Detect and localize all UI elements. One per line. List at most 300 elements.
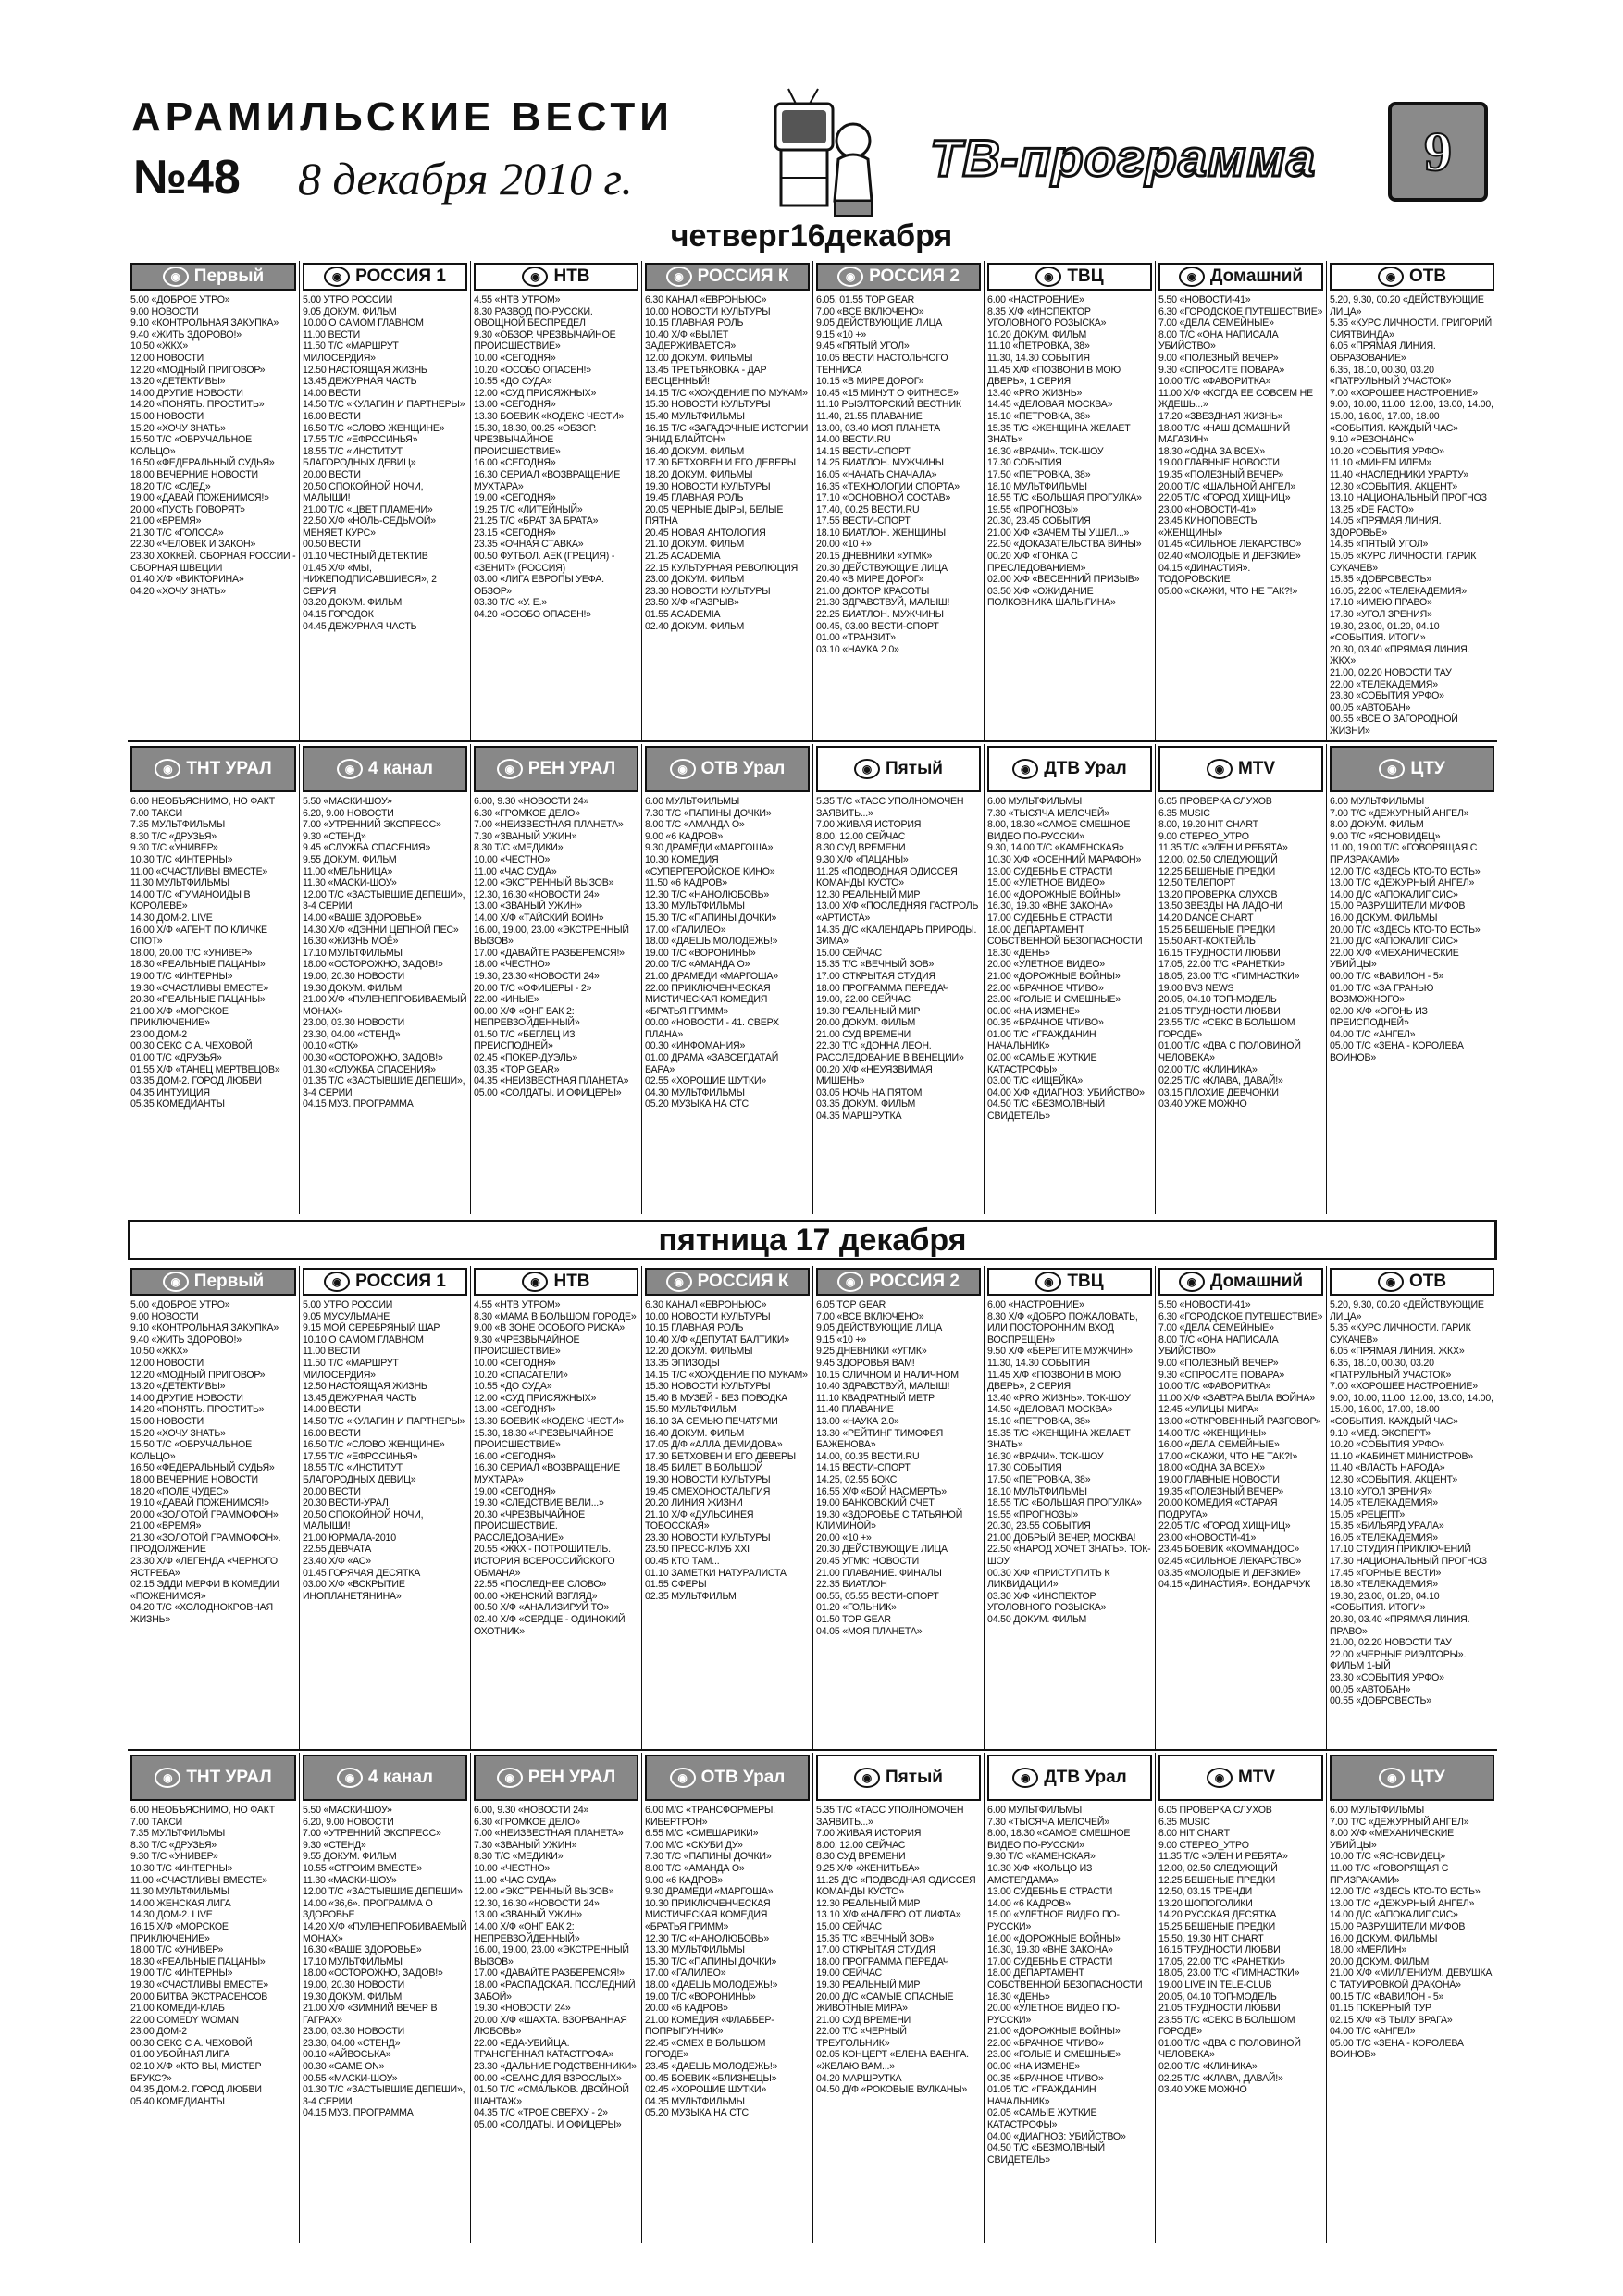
- program-entry: 13.20 ПРОВЕРКА СЛУХОВ: [1158, 888, 1278, 900]
- program-entry: 7.30 «ЗВАНЫЙ УЖИН»: [474, 1839, 577, 1851]
- program-entry: 00.50 ФУТБОЛ. АЕК (ГРЕЦИЯ) - «ЗЕНИТ» (РОССИЯ): [474, 551, 617, 574]
- program-entry: 11.40, 21.55 ПЛАВАНИЕ: [816, 410, 923, 422]
- page-number: 9: [1424, 120, 1452, 182]
- program-entry: 16.15 ТРУДНОСТИ ЛЮБВИ: [1158, 947, 1281, 959]
- section-title: ТВ-программа: [930, 129, 1317, 187]
- program-entry: 19.35 «ПОЛЕЗНЫЙ ВЕЧЕР»: [1158, 468, 1284, 480]
- program-entry: 14.00 ДРУГИЕ НОВОСТИ: [130, 1392, 243, 1404]
- program-entry: 05.35 КОМЕДИАНТЫ: [130, 1098, 225, 1111]
- channel-column-россия-к: [641, 1266, 812, 1749]
- program-entry: 17.00 «ГАЛИЛЕО»: [645, 1967, 726, 1980]
- program-entry: 23.30 Х/Ф «ЛЕГЕНДА «ЧЕРНОГО ЯСТРЕБА»: [130, 1556, 280, 1579]
- program-entry: 12.50, 03.15 ТРЕНДИ: [1158, 1886, 1253, 1898]
- program-entry: 22.50 «НАРОД ХОЧЕТ ЗНАТЬ». ТОК-ШОУ: [987, 1544, 1151, 1568]
- program-entry: 14.30 Х/Ф «ДЭННИ ЦЕПНОЙ ПЕС»: [303, 924, 459, 936]
- program-entry: 15.30 Т/С «ПАПИНЫ ДОЧКИ»: [645, 1955, 777, 1967]
- program-entry: 03.00 «ЛИГА ЕВРОПЫ УЕФА. ОБЗОР»: [474, 574, 607, 597]
- program-entry: 22.45 «СМЕХ В БОЛЬШОМ ГОРОДЕ»: [645, 2037, 768, 2061]
- program-entry: 15.30 НОВОСТИ КУЛЬТУРЫ: [645, 399, 771, 411]
- program-entry: 18.20 «ПОЛЕ ЧУДЕС»: [130, 1485, 229, 1497]
- program-entry: 12.25 БЕШЕНЫЕ ПРЕДКИ: [1158, 1874, 1275, 1886]
- program-entry: 21.00, 02.20 НОВОСТИ ТАУ: [1330, 667, 1452, 678]
- program-entry: 05.20 МУЗЫКА НА СТС: [645, 1098, 750, 1111]
- program-entry: 9.00, 10.00, 11.00, 12.00, 13.00, 14.00, 15.00, 16.00, 17.00, 18.00 «СОБЫТИЯ. КАЖДЫЙ ЧАС»: [1330, 1392, 1496, 1427]
- program-entry: 01.05 Т/С «ГРАЖДАНИН НАЧАЛЬНИК»: [987, 2084, 1099, 2107]
- program-entry: 23.40 Х/Ф «АС»: [303, 1556, 371, 1568]
- channel-logo: [987, 1755, 1152, 1801]
- program-entry: 18.55 Т/С «ИНСТИТУТ БЛАГОРОДНЫХ ДЕВИЦ»: [303, 445, 416, 469]
- program-entry: 01.45 «СИЛЬНОЕ ЛЕКАРСТВО»: [1158, 539, 1302, 551]
- program-entry: 16.00 «ДОРОЖНЫЕ ВОЙНЫ»: [987, 1932, 1121, 1944]
- program-entry: 6.05 «ПРЯМАЯ ЛИНИЯ. ЖКХ»: [1330, 1346, 1465, 1358]
- program-entry: 16.30 СЕРИАЛ «ВОЗВРАЩЕНИЕ МУХТАРА»: [474, 468, 623, 492]
- program-entry: 12.50 НАСТОЯЩАЯ ЖИЗНЬ: [303, 364, 427, 376]
- program-entry: 9.05 ДЕЙСТВУЮЩИЕ ЛИЦА: [816, 1322, 943, 1334]
- program-entry: 9.10 «МЕД. ЭКСПЕРТ»: [1330, 1427, 1431, 1439]
- program-entry: 15.40 МУЛЬТФИЛЬМЫ: [645, 410, 745, 422]
- program-entry: 12.00, 02.50 СЛЕДУЮЩИЙ: [1158, 853, 1278, 865]
- program-entry: 00.50 ВЕСТИ: [303, 539, 361, 551]
- program-entry: 8.00 ДОКУМ. ФИЛЬМ: [1330, 819, 1424, 831]
- program-entry: 9.30 «ОБЗОР. ЧРЕЗВЫЧАЙНОЕ ПРОИСШЕСТВИЕ»: [474, 329, 619, 353]
- program-entry: 03.50 Х/Ф «ОЖИДАНИЕ ПОЛКОВНИКА ШАЛЫГИНА»: [987, 585, 1116, 609]
- program-entry: 21.00 «ДОРОЖНЫЕ ВОЙНЫ»: [987, 2026, 1121, 2038]
- program-entry: 8.00 HIT CHART: [1158, 1828, 1230, 1840]
- channel-column-дтв-урал: [984, 744, 1155, 1214]
- program-entry: 03.30 Х/Ф «ИНСПЕКТОР УГОЛОВНОГО РОЗЫСКА»: [987, 1590, 1107, 1614]
- program-entry: 04.15 ГОРОДОК: [303, 609, 374, 621]
- channel-emblem-icon: ◉: [666, 267, 692, 287]
- program-entry: 18.30 «ОДНА ЗА ВСЕХ»: [1158, 445, 1265, 457]
- program-entry: 04.00 Т/С «АНГЕЛ»: [1330, 1028, 1416, 1040]
- program-entry: 00.05 «АВТОБАН»: [1330, 1683, 1411, 1695]
- program-entry: 18.05, 23.00 Т/С «ГИМНАСТКИ»: [1158, 1967, 1300, 1980]
- channel-emblem-icon: ◉: [854, 759, 880, 779]
- program-entry: 10.00 Т/С «ЯСНОВИДЕЦ»: [1330, 1851, 1445, 1863]
- program-entry: 14.30 ДОМ-2. LIVE: [130, 1909, 213, 1921]
- program-entry: 16.30 «ЖИЗНЬ МОЁ»: [303, 936, 399, 948]
- program-entry: 13.20 «ДЕТЕКТИВЫ»: [130, 1381, 226, 1393]
- program-entry: 22.00 Т/С «ЧЕРНЫЙ ТРЕУГОЛЬНИК»: [816, 2026, 910, 2049]
- program-entry: 14.00 ДРУГИЕ НОВОСТИ: [130, 387, 243, 399]
- program-entry: 01.45 Х/Ф «МЫ, НИЖЕПОДПИСАВШИЕСЯ», 2 СЕРИЯ: [303, 562, 440, 597]
- program-entry: 03.35 «МОЛОДЫЕ И ДЕРЗКИЕ»: [1158, 1567, 1301, 1579]
- program-entry: 02.05 «САМЫЕ ЖУТКИЕ КАТАСТРОФЫ»: [987, 2107, 1100, 2131]
- program-entry: 12.20 ДОКУМ. ФИЛЬМЫ: [645, 1346, 753, 1358]
- program-entry: 23.30 «ДАЛЬНИЕ РОДСТВЕННИКИ»: [474, 2061, 637, 2073]
- program-entry: 04.15 МУЗ. ПРОГРАММА: [303, 1098, 414, 1111]
- program-entry: 10.50 «ЖКХ»: [130, 341, 189, 353]
- channel-column-твц: [984, 1266, 1155, 1749]
- program-entry: 7.00 «ВСЕ ВКЛЮЧЕНО»: [816, 1310, 924, 1322]
- channel-name: ОТВ Урал: [700, 1768, 786, 1787]
- program-entry: 01.55 Х/Ф «ТАНЕЦ МЕРТВЕЦОВ»: [130, 1063, 280, 1075]
- program-entry: 10.20 ДОКУМ. ФИЛЬМ: [987, 329, 1087, 341]
- program-entry: 14.00 ВЕСТИ: [303, 1404, 361, 1416]
- program-entry: 00.35 «БРАЧНОЕ ЧТИВО»: [987, 2072, 1104, 2084]
- channel-column-нтв: [470, 1266, 641, 1749]
- program-entry: 15.30, 18.30, 00.25 «ОБЗОР. ЧРЕЗВЫЧАЙНОЕ ПРОИСШЕСТВИЕ»: [474, 422, 600, 457]
- program-entry: 00.45, 03.00 ВЕСТИ-СПОРТ: [816, 620, 939, 632]
- channel-emblem-icon: ◉: [337, 1768, 363, 1788]
- program-entry: 19.30 НОВОСТИ КУЛЬТУРЫ: [645, 1473, 771, 1485]
- program-entry: 5.35 «КУРС ЛИЧНОСТИ. ГАРИК СУКАЧЕВ»: [1330, 1322, 1474, 1346]
- channel-logo: [816, 1268, 981, 1296]
- program-entry: 12.00 «СУД ПРИСЯЖНЫХ»: [474, 387, 597, 399]
- channel-column-тнт-урал: [128, 1753, 299, 2243]
- program-entry: 8.30 Т/С «МЕДИКИ»: [474, 842, 564, 854]
- program-entry: 9.10 «КОНТРОЛЬНАЯ ЗАКУПКА»: [130, 317, 279, 329]
- channel-logo: [474, 1755, 638, 1801]
- program-entry: 9.05 ДЕЙСТВУЮЩИЕ ЛИЦА: [816, 317, 943, 329]
- program-entry: 18.00 ВЕЧЕРНИЕ НОВОСТИ: [130, 1473, 258, 1485]
- program-entry: 23.50 ПРЕСС-КЛУБ XXI: [645, 1544, 750, 1556]
- program-entry: 20.30, 23.45 СОБЫТИЯ: [987, 515, 1091, 527]
- program-entry: 21.00, 02.20 НОВОСТИ ТАУ: [1330, 1637, 1452, 1649]
- program-entry: 11.50 Т/С «МАРШРУТ МИЛОСЕРДИЯ»: [303, 341, 402, 364]
- program-entry: 5.50 «НОВОСТИ-41»: [1158, 1299, 1251, 1310]
- program-entry: 18.00 ДЕПАРТАМЕНТ СОБСТВЕННОЙ БЕЗОПАСНОСТИ: [987, 1967, 1143, 1991]
- program-entry: 14.20 РУССКАЯ ДЕСЯТКА: [1158, 1909, 1277, 1921]
- channel-emblem-icon: ◉: [1378, 1272, 1404, 1292]
- program-entry: 10.30 Х/Ф «ОСЕННИЙ МАРАФОН»: [987, 853, 1142, 865]
- program-entry: 13.00 СУДЕБНЫЕ СТРАСТИ: [987, 865, 1113, 877]
- program-entry: 15.05 «РЕЦЕПТ»: [1330, 1508, 1406, 1520]
- program-entry: 11.40 «ВЛАСТЬ НАРОДА»: [1330, 1462, 1445, 1474]
- program-entry: 16.40 ДОКУМ. ФИЛЬМ: [645, 1427, 745, 1439]
- program-entry: 16.55 Х/Ф «БОЙ НАСМЕРТЬ»: [816, 1485, 947, 1497]
- program-entry: 15.25 БЕШЕНЫЕ ПРЕДКИ: [1158, 1920, 1275, 1932]
- program-entry: 00.45 КТО ТАМ...: [645, 1556, 720, 1568]
- program-entry: 6.00 МУЛЬТФИЛЬМЫ: [987, 796, 1083, 807]
- channel-logo: [645, 263, 810, 291]
- program-entry: 19.30 РЕАЛЬНЫЙ МИР: [816, 1005, 921, 1017]
- program-entry: 9.05 ДОКУМ. ФИЛЬМ: [303, 305, 397, 317]
- program-entry: 04.15 «ДИНАСТИЯ». ТОДОРОВСКИЕ: [1158, 562, 1253, 586]
- program-entry: 01.35 Т/С «ЗАСТЫВШИЕ ДЕПЕШИ», 3-4 СЕРИИ: [303, 1075, 468, 1098]
- program-entry: 17.10 «ОСНОВНОЙ СОСТАВ»: [816, 492, 951, 504]
- program-entry: 15.35 «ДОБРОВЕСТЬ»: [1330, 574, 1431, 586]
- program-entry: 23.00 «ГОЛЫЕ И СМЕШНЫЕ»: [987, 2049, 1121, 2061]
- program-entry: 11.35 Т/С «ЭЛЕН И РЕБЯТА»: [1158, 1851, 1288, 1863]
- program-entry: 21.00 ДОКТОР КРАСОТЫ: [816, 585, 930, 597]
- program-entry: 7.00 М/С «СКУБИ ДУ»: [645, 1839, 743, 1851]
- program-entry: 6.00 «НАСТРОЕНИЕ»: [987, 294, 1084, 305]
- program-entry: 23.30, 04.00 «СТЕНД»: [303, 1028, 401, 1040]
- program-entry: 21.05 ТРУДНОСТИ ЛЮБВИ: [1158, 1005, 1281, 1017]
- program-entry: 22.05 Т/С «ГОРОД ХИЩНИЦ»: [1158, 1520, 1291, 1533]
- program-entry: 19.00 Т/С «ИНТЕРНЫ»: [130, 970, 233, 982]
- channel-column-россия-2: [812, 1266, 984, 1749]
- program-entry: 9.00 «ПОЛЕЗНЫЙ ВЕЧЕР»: [1158, 1357, 1279, 1369]
- program-list: [303, 294, 467, 632]
- program-entry: 12.20 «МОДНЫЙ ПРИГОВОР»: [130, 1369, 266, 1381]
- program-entry: 00.00 «СЕАНС ДЛЯ ВЗРОСЛЫХ»: [474, 2072, 622, 2084]
- program-entry: 01.40 Х/Ф «ВИКТОРИНА»: [130, 574, 244, 586]
- program-entry: 20.00 «УЛЕТНОЕ ВИДЕО»: [987, 959, 1105, 971]
- program-entry: 9.15 МОЙ СЕРЕБРЯНЫЙ ШАР: [303, 1322, 440, 1334]
- program-entry: 5.00 «ДОБРОЕ УТРО»: [130, 294, 230, 305]
- program-entry: 22.00 ПРИКЛЮЧЕНЧЕСКАЯ МИСТИЧЕСКАЯ КОМЕДИЯ «БРАТЬЯ ГРИММ»: [645, 982, 774, 1017]
- program-entry: 22.00 COMEDY WOMAN: [130, 2014, 239, 2026]
- program-entry: 11.30 «МАСКИ-ШОУ»: [303, 1874, 397, 1886]
- channel-logo: [1330, 1755, 1494, 1801]
- program-entry: 04.30 МУЛЬТФИЛЬМЫ: [645, 1086, 745, 1098]
- program-entry: 9.00 СТЕРЕО_УТРО: [1158, 1839, 1249, 1851]
- channel-column-отв: [1326, 1266, 1497, 1749]
- program-entry: 16.00 ВЕСТИ: [303, 410, 361, 422]
- program-entry: 02.00 Х/Ф «ОГОНЬ ИЗ ПРЕИСПОДНЕЙ»: [1330, 1005, 1431, 1029]
- program-entry: 20.30, 23.55 СОБЫТИЯ: [987, 1520, 1091, 1533]
- program-entry: 7.00 «НЕИЗВЕСТНАЯ ПЛАНЕТА»: [474, 819, 624, 831]
- program-entry: 19.30, 23.30 «НОВОСТИ 24»: [474, 970, 600, 982]
- program-entry: 17.10 МУЛЬТФИЛЬМЫ: [303, 947, 403, 959]
- program-entry: 05.20 МУЗЫКА НА СТС: [645, 2107, 750, 2119]
- program-entry: 23.30 НОВОСТИ КУЛЬТУРЫ: [645, 585, 771, 597]
- program-entry: 19.00 «СЕГОДНЯ»: [474, 1485, 556, 1497]
- program-list: [474, 796, 638, 1098]
- program-entry: 7.00 ЖИВАЯ ИСТОРИЯ: [816, 1828, 922, 1840]
- program-entry: 17.30 БЕТХОВЕН И ЕГО ДЕВЕРЫ: [645, 457, 796, 469]
- program-entry: 22.55 «ПОСЛЕДНЕЕ СЛОВО»: [474, 1579, 607, 1591]
- program-entry: 7.00 ТАКСИ: [130, 807, 183, 819]
- channel-name: ОТВ: [1408, 1272, 1447, 1291]
- program-entry: 7.35 МУЛЬТФИЛЬМЫ: [130, 1828, 226, 1840]
- program-entry: 16.50 «ФЕДЕРАЛЬНЫЙ СУДЬЯ»: [130, 1462, 275, 1474]
- program-list: [303, 796, 470, 1111]
- program-entry: 11.25 «ПОДВОДНАЯ ОДИССЕЯ КОМАНДЫ КУСТО»: [816, 865, 960, 889]
- program-entry: 11.40 ПЛАВАНИЕ: [816, 1404, 894, 1416]
- program-entry: 13.45 ТРЕТЬЯКОВКА - ДАР БЕСЦЕННЫЙ!: [645, 364, 770, 388]
- program-entry: 14.00 ВЕСТИ: [303, 387, 361, 399]
- program-list: [130, 1805, 296, 2107]
- program-entry: 12.45 «УЛИЦЫ МИРА»: [1158, 1404, 1259, 1416]
- program-entry: 16.00 «СЕГОДНЯ»: [474, 457, 556, 469]
- program-entry: 13.00 Т/С «ДЕЖУРНЫЙ АНГЕЛ»: [1330, 1897, 1475, 1909]
- program-entry: 18.00 ВЕЧЕРНИЕ НОВОСТИ: [130, 468, 258, 480]
- program-entry: 13.35 ЭПИЗОДЫ: [645, 1357, 720, 1369]
- program-entry: 16.30 «ВРАЧИ». ТОК-ШОУ: [987, 445, 1104, 457]
- program-entry: 03.05 НОЧЬ НА ПЯТОМ: [816, 1086, 923, 1098]
- program-entry: 11.00 «ЧАС СУДА»: [474, 865, 557, 877]
- program-entry: 10.15 ГЛАВНАЯ РОЛЬ: [645, 317, 744, 329]
- program-entry: 17.00 «ГАЛИЛЕО»: [645, 924, 726, 936]
- program-entry: 6.55 М/С «СМЕШАРИКИ»: [645, 1828, 759, 1840]
- program-entry: 21.30 ЗДРАВСТВУЙ, МАЛЫШ!: [816, 597, 950, 609]
- program-entry: 10.15 ОЛИЧНОМ И НАЛИЧНОМ: [816, 1369, 959, 1381]
- program-entry: 04.15 «ДИНАСТИЯ». БОНДАРЧУК: [1158, 1579, 1311, 1591]
- program-entry: 11.30 МУЛЬТФИЛЬМЫ: [130, 1886, 229, 1898]
- program-entry: 02.25 Т/С «КЛАВА, ДАВАЙ!»: [1158, 2072, 1283, 2084]
- program-entry: 04.00 Т/С «АНГЕЛ»: [1330, 2026, 1416, 2038]
- program-entry: 00.10 «ОТК»: [303, 1040, 358, 1052]
- channel-emblem-icon: ◉: [1012, 1768, 1038, 1788]
- program-entry: 7.30 «ТЫСЯЧА МЕЛОЧЕЙ»: [987, 807, 1109, 819]
- program-entry: 8.30 «МАМА В БОЛЬШОМ ГОРОДЕ»: [474, 1310, 637, 1322]
- program-entry: 19.10 «ДАВАЙ ПОЖЕНИМСЯ!»: [130, 1497, 269, 1509]
- program-entry: 02.00 Х/Ф «ВЕСЕННИЙ ПРИЗЫВ»: [987, 574, 1140, 586]
- program-entry: 19.00, 22.00 СЕЙЧАС: [816, 994, 911, 1006]
- channel-name: ОТВ Урал: [700, 759, 786, 778]
- program-entry: 18.30 «ДЕНЬ»: [987, 947, 1050, 959]
- program-entry: 6.20, 9.00 НОВОСТИ: [303, 807, 394, 819]
- program-entry: 15.00 РАЗРУШИТЕЛИ МИФОВ: [1330, 900, 1466, 912]
- channel-column-отв-урал: [641, 1753, 812, 2243]
- program-entry: 14.20 «ПОНЯТЬ. ПРОСТИТЬ»: [130, 1404, 265, 1416]
- program-entry: 22.30 Т/С «ДОННА ЛЕОН. РАССЛЕДОВАНИЕ В ВЕНЕЦИИ»: [816, 1040, 964, 1064]
- program-entry: 12.00 Т/С «ЗДЕСЬ КТО-ТО ЕСТЬ»: [1330, 1886, 1481, 1898]
- program-entry: 21.00 Х/Ф «ЗАЧЕМ ТЫ УШЕЛ...»: [987, 527, 1130, 539]
- program-entry: 6.35 MUSIC: [1158, 807, 1210, 819]
- program-entry: 18.00 «ДАЕШЬ МОЛОДЕЖЬ!»: [645, 1979, 778, 1991]
- program-entry: 9.15 «10 +»: [816, 329, 867, 341]
- program-entry: 02.05 КОНЦЕРТ «ЕЛЕНА ВАЕНГА. «ЖЕЛАЮ ВАМ...»: [816, 2049, 972, 2073]
- channel-logo: [130, 1755, 296, 1801]
- program-entry: 20.55 «ЖКХ - ПОТРОШИТЕЛЬ. ИСТОРИЯ ВСЕРОССИЙСКОГО ОБМАНА»: [474, 1544, 618, 1579]
- program-entry: 9.00 «В ЗОНЕ ОСОБОГО РИСКА»: [474, 1322, 625, 1334]
- program-entry: 21.00 «ДОРОЖНЫЕ ВОЙНЫ»: [987, 970, 1121, 982]
- program-entry: 10.40 Х/Ф «ДЕПУТАТ БАЛТИКИ»: [645, 1334, 790, 1346]
- program-entry: 12.30 «СОБЫТИЯ. АКЦЕНТ»: [1330, 1473, 1458, 1485]
- program-entry: 19.00 Т/С «ВОРОНИНЫ»: [645, 947, 756, 959]
- program-entry: 00.55 «ДОБРОВЕСТЬ»: [1330, 1695, 1431, 1707]
- program-entry: 10.00 «ЧЕСТНО»: [474, 1862, 551, 1874]
- program-list: [1158, 1299, 1323, 1591]
- program-list: [645, 1805, 810, 2119]
- program-entry: 7.00 Т/С «ДЕЖУРНЫЙ АНГЕЛ»: [1330, 1816, 1469, 1828]
- program-entry: 15.50, 19.30 HIT CHART: [1158, 1932, 1264, 1944]
- program-entry: 11.30, 14.30 СОБЫТИЯ: [987, 1357, 1090, 1369]
- program-entry: 9.30 Х/Ф «ПАЦАНЫ»: [816, 853, 909, 865]
- program-entry: 17.55 ВЕСТИ-СПОРТ: [816, 515, 911, 527]
- program-entry: 20.40 «В МИРЕ ДОРОГ»: [816, 574, 924, 586]
- program-entry: 23.00, 03.30 НОВОСТИ: [303, 2026, 405, 2038]
- program-entry: 17.50 «ПЕТРОВКА, 38»: [987, 468, 1091, 480]
- program-entry: 21.00 Т/С «ЦВЕТ ПЛАМЕНИ»: [303, 503, 433, 515]
- program-entry: 6.05 TOP GEAR: [816, 1299, 886, 1310]
- program-entry: 15.00 РАЗРУШИТЕЛИ МИФОВ: [1330, 1920, 1466, 1932]
- program-entry: 22.15 КУЛЬТУРНАЯ РЕВОЛЮЦИЯ: [645, 562, 799, 574]
- program-entry: 23.30, 04.00 «СТЕНД»: [303, 2037, 401, 2049]
- program-entry: 20.30 «РЕАЛЬНЫЕ ПАЦАНЫ»: [130, 994, 266, 1006]
- program-entry: 01.45 ГОРЯЧАЯ ДЕСЯТКА: [303, 1567, 421, 1579]
- program-entry: 12.00 «СУД ПРИСЯЖНЫХ»: [474, 1392, 597, 1404]
- program-entry: 6.35, 18.10, 00.30, 03.20 «ПАТРУЛЬНЫЙ УЧАСТОК»: [1330, 1357, 1452, 1381]
- channel-name: ОТВ: [1408, 267, 1447, 286]
- program-list: [1158, 294, 1323, 597]
- program-entry: 6.30 «ГОРОДСКОЕ ПУТЕШЕСТВИЕ»: [1158, 1310, 1323, 1322]
- program-entry: 7.00 «ХОРОШЕЕ НАСТРОЕНИЕ»: [1330, 1381, 1478, 1393]
- program-entry: 14.45 «ДЕЛОВАЯ МОСКВА»: [987, 399, 1113, 411]
- channel-logo: [1158, 1268, 1323, 1296]
- program-entry: 19.00, 20.30 НОВОСТИ: [303, 970, 405, 982]
- program-entry: 01.55 ACADEMIA: [645, 609, 721, 621]
- program-entry: 19.00 LIVE IN TELE-CLUB: [1158, 1979, 1272, 1991]
- program-entry: 21.00 ЮРМАЛА-2010: [303, 1532, 396, 1544]
- channel-emblem-icon: ◉: [670, 1768, 696, 1788]
- program-entry: 7.00 «ВСЕ ВКЛЮЧЕНО»: [816, 305, 924, 317]
- program-entry: 17.45 «ГОРНЫЕ ВЕСТИ»: [1330, 1567, 1442, 1579]
- program-entry: 18.45 БИЛЕТ В БОЛЬШОЙ: [645, 1462, 763, 1474]
- program-entry: 8.00, 18.30 «САМОЕ СМЕШНОЕ ВИДЕО ПО-РУССКИ»: [987, 819, 1134, 842]
- program-entry: 15.20 «ХОЧУ ЗНАТЬ»: [130, 1427, 226, 1439]
- program-entry: 19.30 «СЛЕДСТВИЕ ВЕЛИ...»: [474, 1497, 604, 1509]
- channel-logo: [303, 1755, 467, 1801]
- program-entry: 9.45 «СЛУЖБА СПАСЕНИЯ»: [303, 842, 431, 854]
- program-entry: 14.35 «ПЯТЫЙ УГОЛ»: [1330, 539, 1429, 551]
- program-entry: 20.30 «ЧРЕЗВЫЧАЙНОЕ ПРОИСШЕСТВИЕ. РАССЛЕДОВАНИЕ»: [474, 1508, 588, 1544]
- channel-logo: [474, 263, 638, 291]
- program-entry: 17.55 Т/С «ЕФРОСИНЬЯ»: [303, 434, 418, 446]
- channel-column-4-канал: [299, 744, 470, 1214]
- channel-column-отв: [1326, 261, 1497, 740]
- program-entry: 21.30 Т/С «ГОЛОСА»: [130, 527, 224, 539]
- program-entry: 15.00 СЕЙЧАС: [816, 1920, 882, 1932]
- program-entry: 6.00 НЕОБЪЯСНИМО, НО ФАКТ: [130, 1805, 276, 1816]
- channel-name: Первый: [193, 1272, 265, 1291]
- channel-emblem-icon: ◉: [155, 1768, 180, 1788]
- program-entry: 19.00 Т/С «ИНТЕРНЫ»: [130, 1967, 233, 1980]
- program-entry: 17.20 «ЗВЕЗДНАЯ ЖИЗНЬ»: [1158, 410, 1283, 422]
- program-entry: 23.00 ДОМ-2: [130, 2026, 187, 2038]
- program-entry: 11.10 «МИНЕМ ИЛЕМ»: [1330, 457, 1432, 469]
- program-entry: 04.35 МАРШРУТКА: [816, 1111, 902, 1123]
- program-entry: 8.00, 18.30 «САМОЕ СМЕШНОЕ ВИДЕО ПО-РУССКИ»: [987, 1828, 1134, 1851]
- channel-column-твц: [984, 261, 1155, 740]
- program-entry: 9.10 «РЕЗОНАНС»: [1330, 434, 1414, 446]
- program-entry: 20.00 «ЗОЛОТОЙ ГРАММОФОН»: [130, 1508, 279, 1520]
- program-entry: 04.35 «НЕИЗВЕСТНАЯ ПЛАНЕТА»: [474, 1075, 629, 1087]
- thursday-bottom-grid: [128, 744, 1497, 1214]
- program-entry: 19.55 «ПРОГНОЗЫ»: [987, 503, 1079, 515]
- program-list: [1330, 1299, 1494, 1707]
- program-entry: 04.00 Х/Ф «ДИАГНОЗ: УБИЙСТВО»: [987, 1086, 1145, 1098]
- program-entry: 21.25 Т/С «БРАТ ЗА БРАТА»: [474, 515, 599, 527]
- program-entry: 6.05 ПРОВЕРКА СЛУХОВ: [1158, 1805, 1272, 1816]
- channel-logo: [987, 1268, 1152, 1296]
- channel-name: Домашний: [1209, 267, 1304, 286]
- program-entry: 15.25 БЕШЕНЫЕ ПРЕДКИ: [1158, 924, 1275, 936]
- day-heading-thursday: четверг16декабря: [670, 218, 953, 254]
- program-entry: 01.10 ЧЕСТНЫЙ ДЕТЕКТИВ: [303, 551, 428, 563]
- program-entry: 10.30 Т/С «ИНТЕРНЫ»: [130, 1862, 233, 1874]
- program-entry: 5.50 «МАСКИ-ШОУ»: [303, 796, 392, 807]
- program-entry: 14.15 Т/С «ХОЖДЕНИЕ ПО МУКАМ»: [645, 387, 808, 399]
- program-entry: 20.00 Т/С «ОФИЦЕРЫ - 2»: [474, 982, 592, 994]
- program-entry: 22.00 «ИНЫЕ»: [474, 994, 539, 1006]
- channel-column-рен-урал: [470, 1753, 641, 2243]
- program-entry: 01.50 Т/С «БЕГЛЕЦ ИЗ ПРЕИСПОДНЕЙ»: [474, 1028, 578, 1052]
- program-entry: 13.30 БОЕВИК «КОДЕКС ЧЕСТИ»: [474, 410, 625, 422]
- program-entry: 21.00 ПЛАВАНИЕ. ФИНАЛЫ: [816, 1567, 942, 1579]
- program-entry: 13.30 «РЕЙТИНГ ТИМОФЕЯ БАЖЕНОВА»: [816, 1427, 946, 1451]
- program-entry: 05.00 «СКАЖИ, ЧТО НЕ ТАК?!»: [1158, 585, 1298, 597]
- program-entry: 04.50 Т/С «БЕЗМОЛВНЫЙ СВИДЕТЕЛЬ»: [987, 1098, 1108, 1123]
- program-entry: 9.55 ДОКУМ. ФИЛЬМ: [303, 853, 397, 865]
- program-entry: 14.35 Д/С «КАЛЕНДАРЬ ПРИРОДЫ. ЗИМА»: [816, 924, 979, 948]
- program-entry: 14.00 Т/С «ЖЕНЩИНЫ»: [1158, 1427, 1267, 1439]
- channel-column-домашний: [1155, 261, 1326, 740]
- program-entry: 10.00 Т/С «ФАВОРИТКА»: [1158, 1381, 1271, 1393]
- program-entry: 14.30 ДОМ-2. LIVE: [130, 912, 213, 924]
- program-entry: 03.35 ДОКУМ. ФИЛЬМ: [816, 1098, 916, 1111]
- program-entry: 19.55 «ПРОГНОЗЫ»: [987, 1508, 1079, 1520]
- divider: [128, 1749, 1497, 1751]
- program-entry: 7.00 «ДЕЛА СЕМЕЙНЫЕ»: [1158, 317, 1274, 329]
- program-entry: 01.50 Т/С «СМАЛЬКОВ. ДВОЙНОЙ ШАНТАЖ»: [474, 2084, 632, 2107]
- paper-name: АРАМИЛЬСКИЕ ВЕСТИ: [131, 94, 674, 140]
- program-entry: 15.30, 18.30 «ЧРЕЗВЫЧАЙНОЕ ПРОИСШЕСТВИЕ»: [474, 1427, 616, 1451]
